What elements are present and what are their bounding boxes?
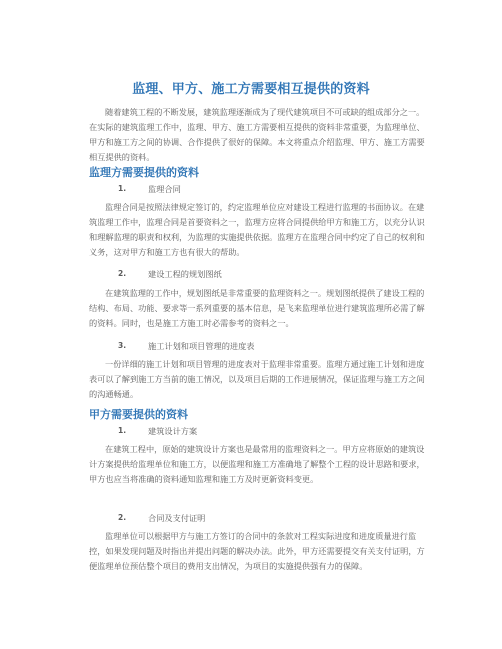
item-body-contract-payment: 监理单位可以根据甲方与施工方签订的合同中的条款对工程实际进度和进度质量进行监控，如果发现问题及时指出并提出问题的解决办法。此外，甲方还需要提交有关支付证明，方便监理单位预估整个项目的费用支出情况，为项目的实施提供强有力的保障。 [89, 531, 425, 571]
item-number: 3. [118, 341, 127, 350]
item-title: 监理合同 [148, 184, 181, 194]
item-number: 2. [118, 269, 127, 278]
list-item-construction-schedule [118, 340, 254, 352]
item-body-supervision-contract: 监理合同是按照法律规定签订的，约定监理单位应对建设工程进行监理的书面协议。在建筑监理工作中，监理合同是首要资料之一，监理方应将合同提供给甲方和施工方，以充分认识和理解监理的职责和权利，为监理的实施提供依据。监理方在监理合同中约定了自己的权利和义务，这对甲方和施工方也有很大的帮助。 [89, 202, 425, 257]
section-heading-supervisor: 监理方需要提供的资料 [89, 166, 199, 179]
item-title: 建筑设计方案 [148, 426, 198, 436]
document-title: 监理、甲方、施工方需要相互提供的资料 [132, 82, 370, 97]
item-title: 合同及支付证明 [148, 513, 206, 523]
item-body-design-scheme: 在建筑工程中，原始的建筑设计方案也是最常用的监理资料之一。甲方应将原始的建筑设计方案提供给监理单位和施工方，以便监理和施工方准确地了解整个工程的设计思路和要求，甲方也应当将准确的资料通知监理和施工方及时更新资料变更。 [89, 444, 425, 484]
list-item-contract-payment [118, 512, 205, 524]
intro-paragraph: 随着建筑工程的不断发展，建筑监理逐渐成为了现代建筑项目不可或缺的组成部分之一。在实际的建筑监理工作中，监理、甲方、施工方需要相互提供的资料非常重要，为监理单位、甲方和施工方之间的协调、合作提供了很好的保障。本文将重点介绍监理、甲方、施工方需要相互提供的资料。 [89, 107, 425, 162]
list-item-design-scheme [118, 425, 197, 437]
item-number: 2. [118, 513, 127, 522]
list-item-planning-drawings [118, 268, 222, 280]
item-body-construction-schedule: 一份详细的施工计划和项目管理的进度表对于监理非常重要。监理方通过施工计划和进度表可以了解到施工方当前的施工情况，以及项目后期的工作进展情况，保证监理与施工方之间的沟通畅通。 [89, 359, 425, 399]
item-number: 1. [118, 184, 127, 193]
item-body-planning-drawings: 在建筑监理的工作中，规划图纸是非常重要的监理资料之一。规划图纸提供了建设工程的结构、布局、功能、要求等一系列重要的基本信息，是飞来监理单位进行建筑监理所必需了解的资料。同时，也是施工方施工时必需参考的资料之一。 [89, 288, 425, 328]
list-item-supervision-contract [118, 183, 181, 195]
section-heading-client: 甲方需要提供的资料 [89, 408, 188, 421]
item-title: 施工计划和项目管理的进度表 [148, 341, 255, 351]
item-number: 1. [118, 426, 127, 435]
item-title: 建设工程的规划图纸 [148, 269, 222, 279]
